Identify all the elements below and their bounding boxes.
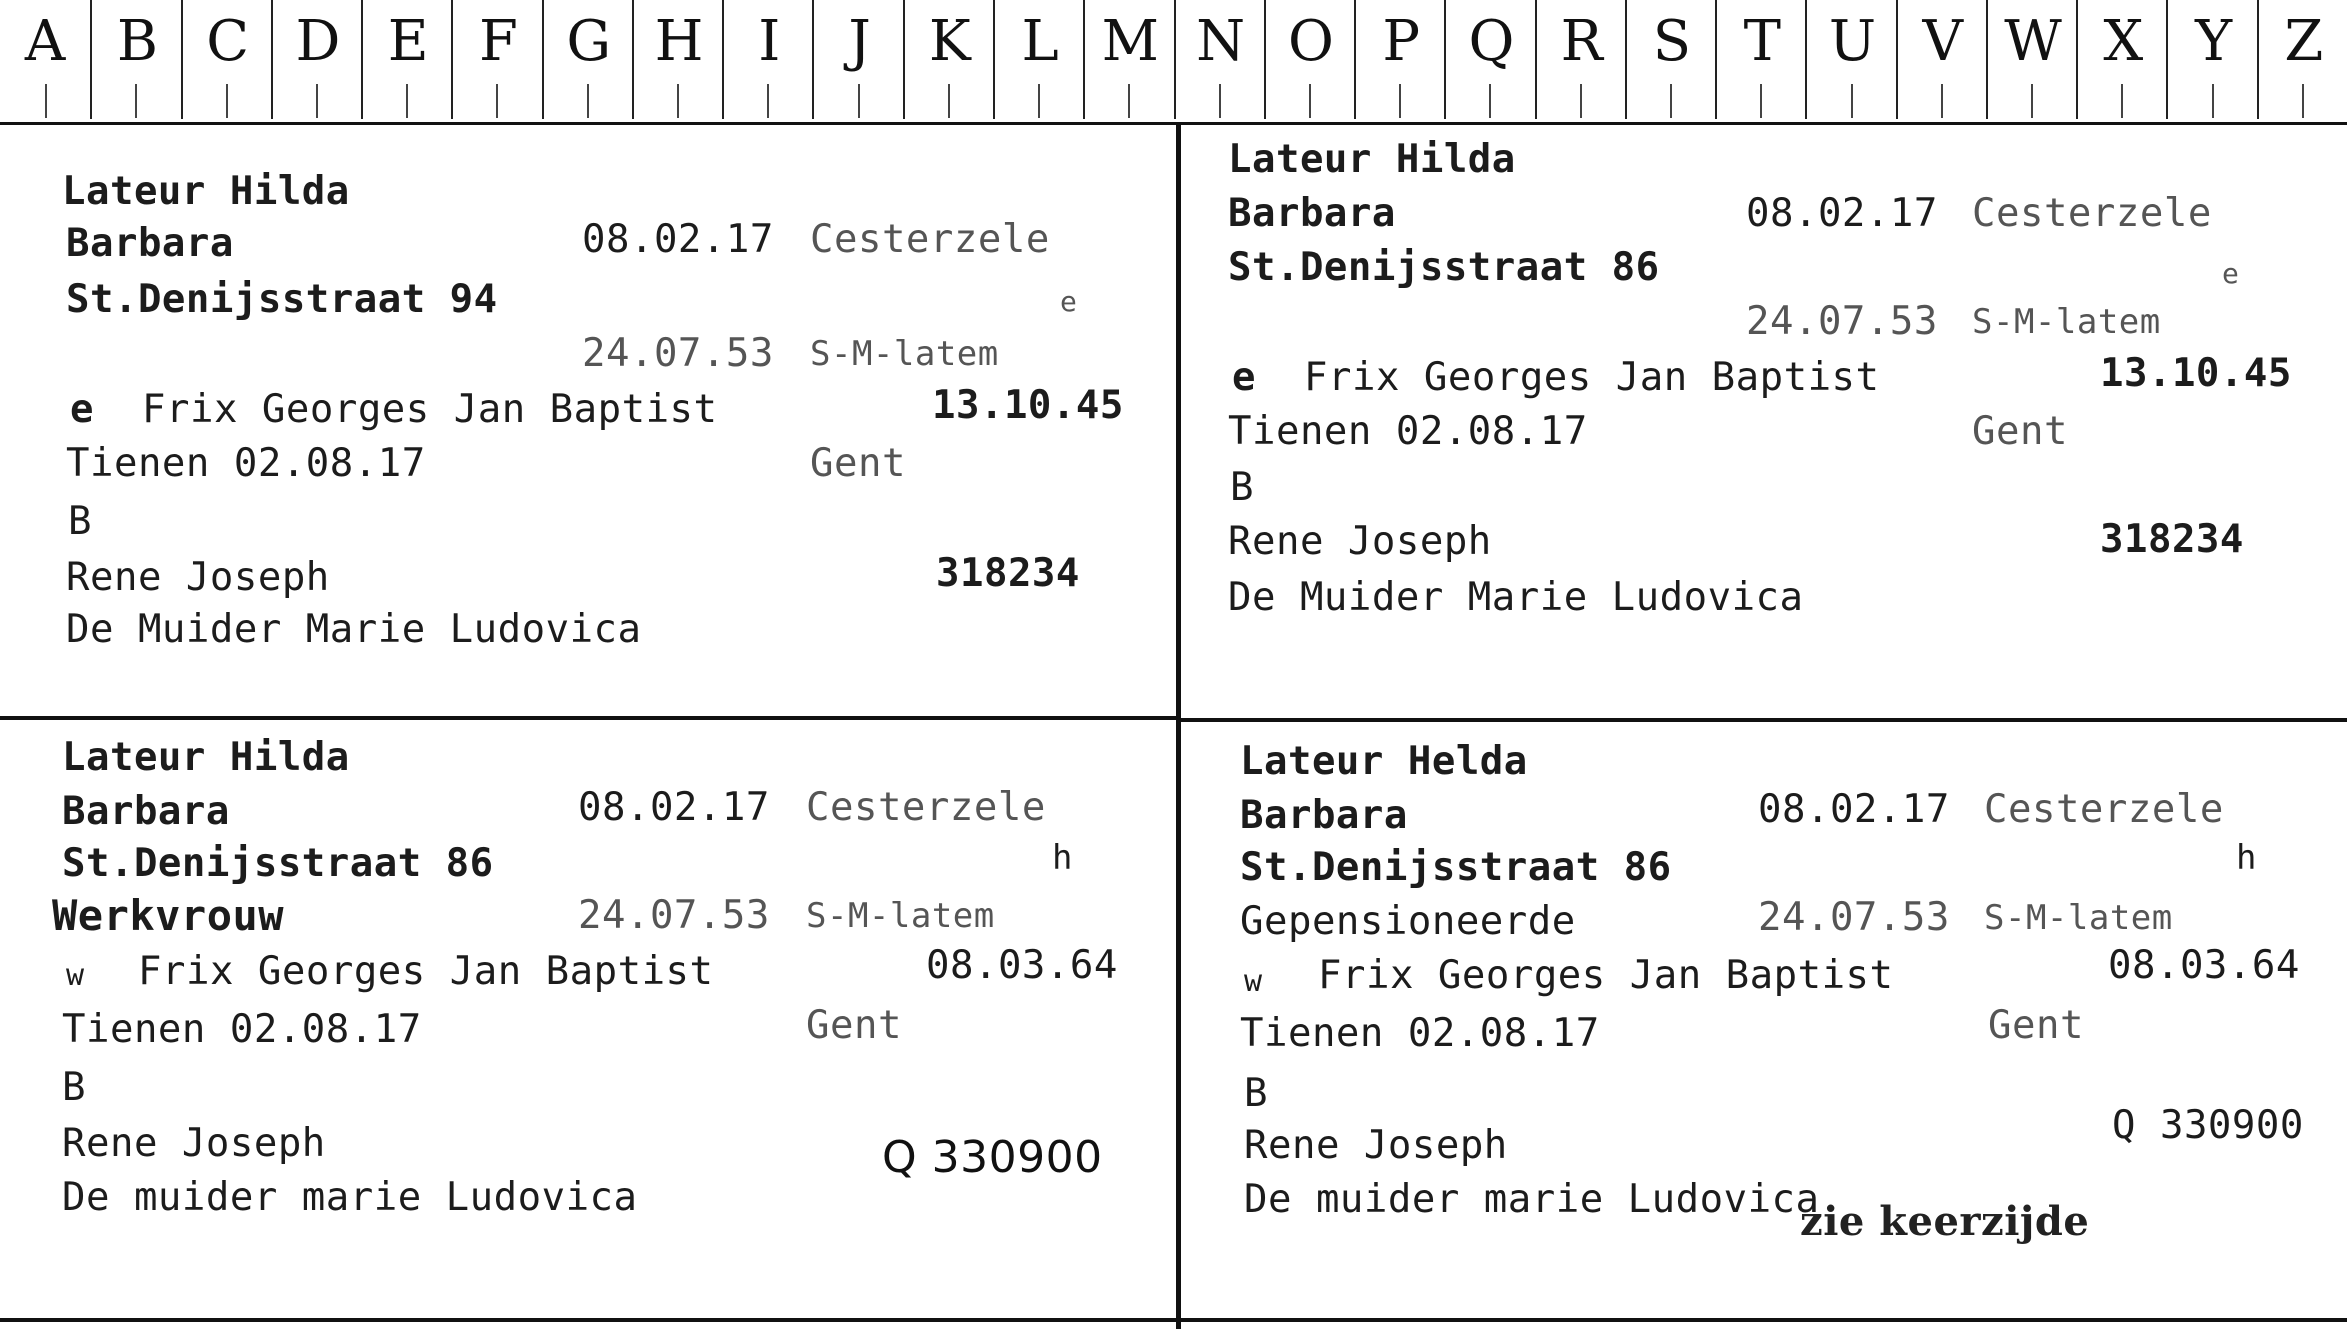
alphabet-index-bar [0, 0, 2347, 125]
card-mother: De muider marie Ludovica [62, 1175, 638, 1220]
card-father: Rene Joseph [1244, 1123, 1508, 1168]
index-tick [226, 84, 228, 118]
bottom-border-left [0, 1318, 1176, 1322]
index-tick [677, 84, 679, 118]
card-spouse-prefix: e [70, 387, 94, 432]
card-birth-place: Cesterzele [806, 785, 1046, 830]
index-tick [1580, 84, 1582, 118]
index-letter-label: U [1828, 9, 1877, 74]
card-address: St.Denijsstraat 86 [62, 841, 494, 886]
card-mark: h [1052, 838, 1073, 878]
index-letter-label: O [1287, 9, 1334, 74]
card-nationality: B [1230, 465, 1254, 510]
index-tick [135, 84, 137, 118]
card-second-name: Barbara [1228, 191, 1396, 236]
card-second-name: Barbara [66, 221, 234, 266]
card-event-place: Gent [1972, 409, 2068, 454]
card-annotation-stamp: zie keerzijde [1800, 1198, 2090, 1245]
index-letter-label: F [479, 9, 518, 74]
card-birth-place: Cesterzele [1972, 191, 2212, 236]
horizontal-divider-right [1181, 718, 2347, 722]
card-nationality: B [62, 1065, 86, 1110]
card-spouse: Frix Georges Jan Baptist [138, 949, 714, 994]
index-tick [2212, 84, 2214, 118]
index-letter-label: E [387, 9, 429, 74]
index-tick [1941, 84, 1943, 118]
card-father: Rene Joseph [62, 1121, 326, 1166]
index-letter-label: L [1021, 9, 1059, 74]
card-file-number-stamp: Q 330900 [882, 1132, 1103, 1183]
index-tick [767, 84, 769, 118]
index-tick [1489, 84, 1491, 118]
index-letter-label: J [848, 9, 871, 74]
index-letter-label: Q [1468, 9, 1515, 74]
card-file-number: Q 330900 [2112, 1103, 2304, 1148]
horizontal-divider-left [0, 716, 1176, 720]
card-name: Lateur Hilda [62, 735, 350, 780]
index-tick [316, 84, 318, 118]
index-tick [2302, 84, 2304, 118]
card-event-place: Gent [806, 1003, 902, 1048]
card-second-name: Barbara [1240, 793, 1408, 838]
card-birth-date: 08.02.17 [1746, 191, 1938, 236]
index-letter-label: K [928, 9, 971, 74]
card-father: Rene Joseph [1228, 519, 1492, 564]
index-tick [1309, 84, 1311, 118]
index-letter-label: P [1382, 9, 1420, 74]
card-spouse-prefix: w [1244, 964, 1263, 999]
card-spouse-birth: Tienen 02.08.17 [1228, 409, 1588, 454]
card-mark: e [2222, 257, 2240, 290]
card-address: St.Denijsstraat 86 [1240, 845, 1672, 890]
index-letter-label: B [116, 9, 158, 74]
card-father: Rene Joseph [66, 555, 330, 600]
card-nationality: B [1244, 1071, 1268, 1116]
card-spouse: Frix Georges Jan Baptist [1318, 953, 1894, 998]
card-birth-place: Cesterzele [810, 217, 1050, 262]
card-event-place: Gent [1988, 1003, 2084, 1048]
card-spouse: Frix Georges Jan Baptist [1304, 355, 1880, 400]
card-mark: h [2236, 838, 2257, 878]
index-tick [496, 84, 498, 118]
card-place2: S-M-latem [1984, 898, 2173, 938]
card-birth-date: 08.02.17 [578, 785, 770, 830]
index-letter-label: H [654, 9, 704, 74]
index-letter-label: X [2103, 9, 2144, 74]
card-date2: 24.07.53 [582, 331, 774, 376]
card-mark: e [1060, 285, 1078, 318]
index-letter-label: A [24, 9, 66, 74]
index-tick [1038, 84, 1040, 118]
index-tick [1670, 84, 1672, 118]
card-second-name: Barbara [62, 789, 230, 834]
index-letter-label: D [295, 9, 341, 74]
index-letter-label: S [1652, 9, 1692, 74]
card-mother: De Muider Marie Ludovica [66, 607, 642, 652]
card-name: Lateur Helda [1240, 739, 1528, 784]
card-birth-date: 08.02.17 [1758, 787, 1950, 832]
card-mother: De Muider Marie Ludovica [1228, 575, 1804, 620]
card-occupation: Werkvrouw [52, 891, 285, 940]
index-letter-label: V [1922, 9, 1963, 74]
index-letter-label: R [1560, 9, 1603, 74]
card-mother: De muider marie Ludovica [1244, 1177, 1820, 1222]
index-letter-label: C [206, 9, 250, 74]
index-tick [2121, 84, 2123, 118]
card-file-number: 318234 [936, 551, 1080, 596]
index-letter-label: I [758, 9, 781, 74]
card-name: Lateur Hilda [62, 169, 350, 214]
card-address: St.Denijsstraat 94 [66, 277, 498, 322]
index-letter-label: M [1101, 9, 1160, 74]
index-letter-label: Y [2195, 9, 2233, 74]
card-spouse-prefix: e [1232, 355, 1256, 400]
index-letter-label: Z [2284, 9, 2324, 74]
card-spouse-prefix: w [66, 958, 85, 993]
card-place2: S-M-latem [810, 334, 999, 374]
card-event-date: 13.10.45 [932, 383, 1124, 428]
index-tick [2031, 84, 2033, 118]
card-birth-date: 08.02.17 [582, 217, 774, 262]
card-name: Lateur Hilda [1228, 137, 1516, 182]
card-event-date: 13.10.45 [2100, 351, 2292, 396]
card-date2: 24.07.53 [578, 893, 770, 938]
index-tick [1399, 84, 1401, 118]
card-file-number: 318234 [2100, 517, 2244, 562]
index-letter-label: T [1743, 9, 1781, 74]
index-tick [406, 84, 408, 118]
card-spouse: Frix Georges Jan Baptist [142, 387, 718, 432]
index-letter-label: N [1196, 9, 1246, 74]
card-event-place: Gent [810, 441, 906, 486]
index-letter-label: G [566, 9, 612, 74]
card-event-date: 08.03.64 [926, 943, 1118, 988]
card-date2: 24.07.53 [1758, 895, 1950, 940]
index-tick [858, 84, 860, 118]
index-tick [1219, 84, 1221, 118]
card-spouse-birth: Tienen 02.08.17 [66, 441, 426, 486]
card-place2: S-M-latem [1972, 302, 2161, 342]
index-tick [45, 84, 47, 118]
card-address: St.Denijsstraat 86 [1228, 245, 1660, 290]
card-occupation: Gepensioneerde [1240, 899, 1576, 944]
card-nationality: B [68, 499, 92, 544]
card-spouse-birth: Tienen 02.08.17 [1240, 1011, 1600, 1056]
card-place2: S-M-latem [806, 896, 995, 936]
index-tick [1851, 84, 1853, 118]
bottom-border-right [1181, 1318, 2347, 1322]
index-letter-label: W [2004, 9, 2062, 74]
card-spouse-birth: Tienen 02.08.17 [62, 1007, 422, 1052]
index-tick [1760, 84, 1762, 118]
vertical-divider [1176, 122, 1181, 1329]
card-event-date: 08.03.64 [2108, 943, 2300, 988]
card-date2: 24.07.53 [1746, 299, 1938, 344]
index-tick [1128, 84, 1130, 118]
index-tick [948, 84, 950, 118]
card-birth-place: Cesterzele [1984, 787, 2224, 832]
index-tick [587, 84, 589, 118]
